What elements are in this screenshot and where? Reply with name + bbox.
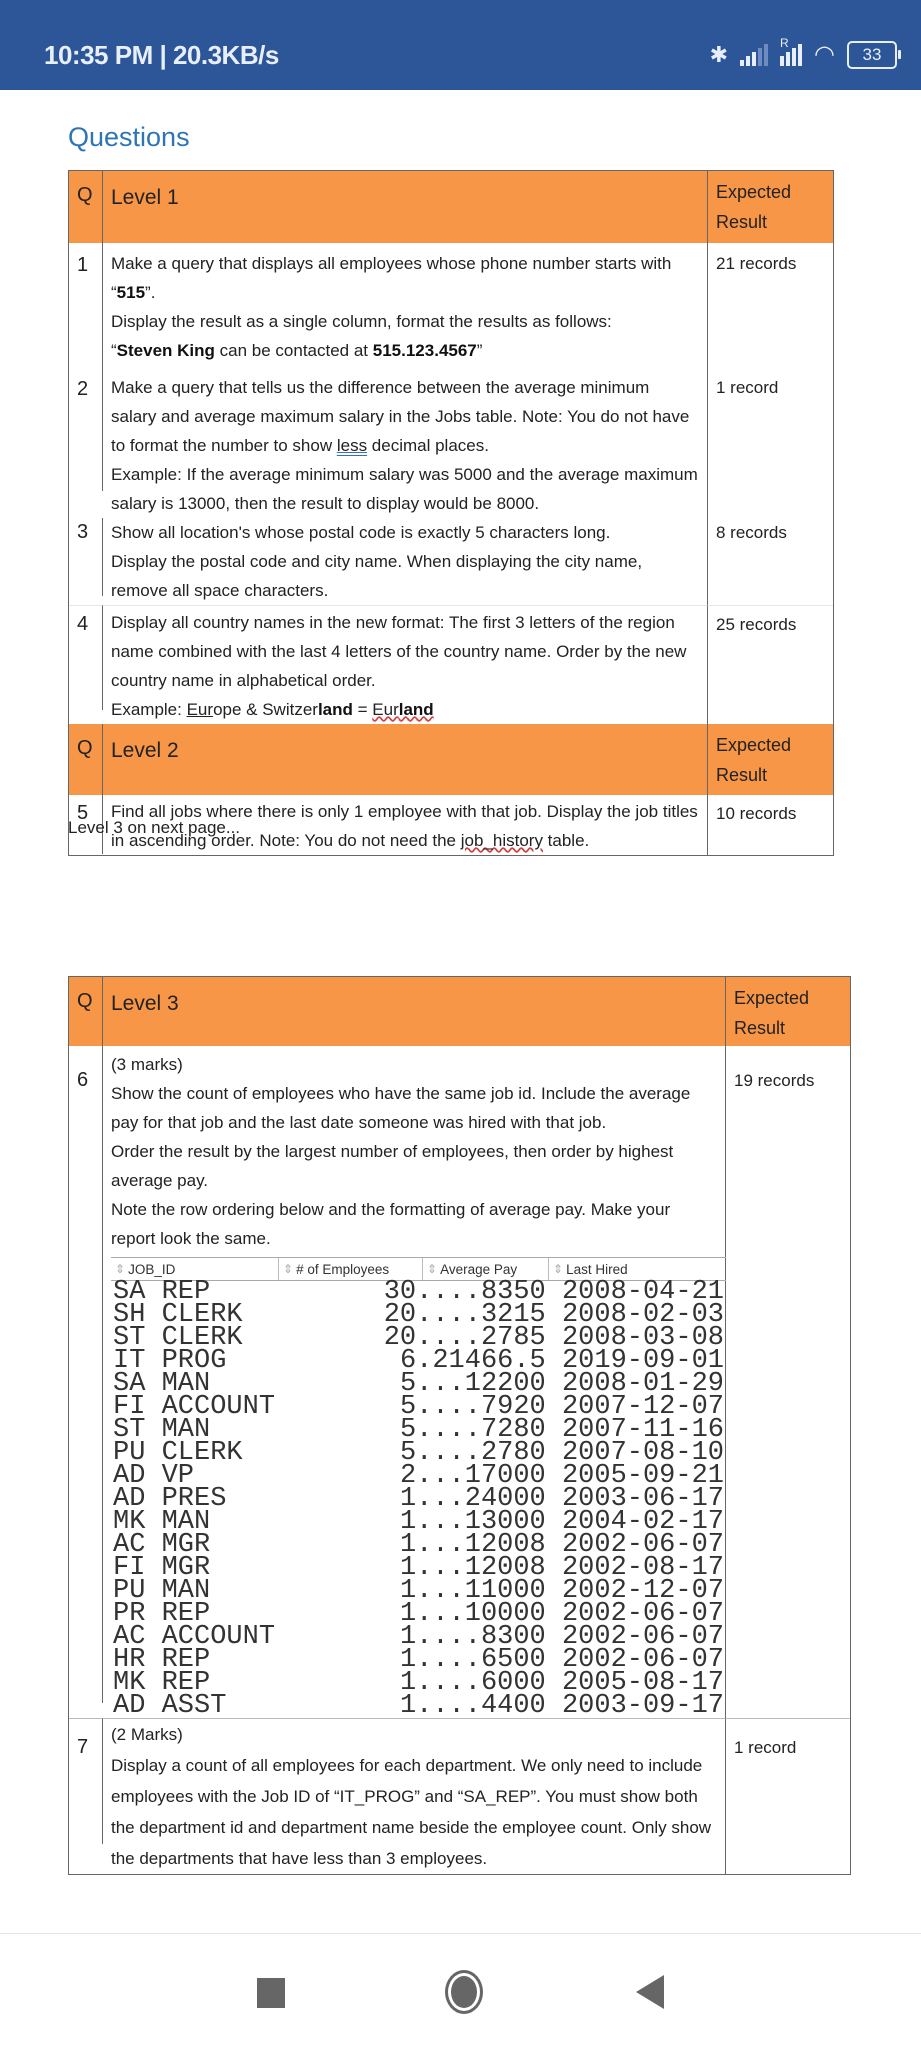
average-pay-cell: ....8300 (416, 1622, 546, 1652)
home-icon (451, 1976, 477, 2008)
text: Find all jobs where there is only 1 employee with that job. Display the job titles in ascending order. Note: You do not need the (111, 802, 698, 850)
last-hired-cell: 2002-12-07 (561, 1576, 724, 1606)
text: ”. (145, 283, 156, 302)
last-hired-cell: 2002-06-07 (561, 1622, 724, 1652)
expected-result: 8 records (716, 523, 787, 542)
expected-result: 1 record (726, 1718, 850, 1874)
employee-count-cell: 1 (399, 1668, 417, 1698)
text: Eur (372, 700, 399, 719)
text: ” (476, 341, 483, 360)
sort-icon: ⇕ (115, 1261, 126, 1276)
employee-count-cell: 20 (383, 1300, 417, 1330)
average-pay-cell: ...13000 (416, 1507, 546, 1537)
header-label: JOB_ID (128, 1261, 176, 1277)
average-pay-cell: ....6000 (416, 1668, 546, 1698)
last-hired-cell: 2003-06-17 (561, 1484, 724, 1514)
job-id-cell: SH CLERK (113, 1300, 243, 1330)
employee-count-cell: 1 (399, 1576, 417, 1606)
last-hired-cell: 2005-09-21 (561, 1461, 724, 1491)
question-number: 5 (69, 795, 103, 854)
employee-count-cell: 1 (399, 1530, 417, 1560)
job-id-cell: FI MGR (113, 1553, 211, 1583)
question-text (103, 1718, 726, 1874)
nav-divider (0, 1933, 921, 1934)
job-id-cell: MK REP (113, 1668, 211, 1698)
battery-level: 33 (862, 44, 882, 64)
bold-text: 515 (116, 283, 146, 302)
job-id-cell: FI ACCOUNT (113, 1392, 276, 1422)
job-id-cell: ST MAN (113, 1415, 211, 1445)
question-text (103, 1046, 726, 1721)
last-hired-cell: 2019-09-01 (561, 1346, 724, 1376)
employee-count-cell: 5 (399, 1438, 417, 1468)
bold-text: land (398, 700, 434, 719)
text: “ (111, 341, 117, 360)
employee-count-cell: 1 (399, 1553, 417, 1583)
average-pay-cell: ....6500 (416, 1645, 546, 1675)
last-hired-cell: 2005-08-17 (561, 1668, 724, 1698)
question-text (103, 367, 708, 518)
job-id-cell: PU MAN (113, 1576, 211, 1606)
job-id-cell: AD VP (113, 1461, 195, 1491)
last-hired-cell: 2007-12-07 (561, 1392, 724, 1422)
text: Example: If the average minimum salary was 5000 and the average maximum salary is 13000, then the result to display would be 8000. (111, 465, 698, 513)
last-hired-cell: 2002-06-07 (561, 1599, 724, 1629)
header-label: Last Hired (566, 1261, 628, 1277)
sort-icon: ⇕ (283, 1261, 294, 1276)
header-expected-result: Expected Result (708, 171, 833, 243)
job-id-cell: PU CLERK (113, 1438, 243, 1468)
average-pay-cell: ....2785 (416, 1323, 546, 1353)
result-table-body (111, 1277, 726, 1721)
job-id-cell: SA REP (113, 1277, 211, 1307)
status-bar (0, 0, 921, 90)
wifi-icon: ◠ (814, 41, 835, 68)
job-id-cell: AC MGR (113, 1530, 211, 1560)
job-id-cell: PR REP (113, 1599, 211, 1629)
employee-count-cell: 6 (399, 1346, 417, 1376)
expected-result: 25 records (708, 605, 833, 724)
employee-count-cell: 5 (399, 1415, 417, 1445)
expected-result: 10 records (716, 804, 797, 823)
last-hired-cell: 2008-01-29 (561, 1369, 724, 1399)
question-number: 2 (69, 367, 103, 491)
job-id-cell: AC ACCOUNT (113, 1622, 276, 1652)
grammar-flagged-word: less (336, 436, 368, 455)
marks: (2 Marks) (111, 1725, 183, 1744)
employee-count-cell: 1 (399, 1622, 417, 1652)
questions-table-level-1-2 (68, 170, 834, 856)
header-label: Average Pay (440, 1261, 518, 1277)
employee-count-cell: 2 (399, 1461, 417, 1491)
next-page-note: Level 3 on next page... (68, 818, 241, 837)
average-pay-cell: ...12008 (416, 1553, 546, 1583)
bold-text: 515.123.4567 (372, 341, 477, 360)
job-id-cell: AD ASST (113, 1691, 227, 1721)
text: “ (111, 283, 117, 302)
last-hired-cell: 2002-06-07 (561, 1645, 724, 1675)
last-hired-cell: 2007-08-10 (561, 1438, 724, 1468)
average-pay-cell: ...12008 (416, 1530, 546, 1560)
page-title: Questions (68, 122, 190, 152)
text: Display a count of all employees for each department. We only need to include employees with the Job ID of “IT_PROG” and “SA_REP”. You must show both the department id and department name beside the employee count. Only show the departments that have less than 3 employees. (111, 1756, 712, 1868)
average-pay-cell: .21466.5 (416, 1346, 546, 1376)
signal-roaming-icon: R (780, 44, 802, 66)
employee-count-cell: 5 (399, 1392, 417, 1422)
average-pay-cell: ....2780 (416, 1438, 546, 1468)
job-id-cell: AD PRES (113, 1484, 227, 1514)
average-pay-cell: ....8350 (416, 1277, 546, 1307)
text: Display the postal code and city name. When displaying the city name, remove all space characters. (111, 552, 643, 600)
job-id-cell: HR REP (113, 1645, 211, 1675)
text: Show the count of employees who have the same job id. Include the average pay for that job and the last date someone was hired with that job. (111, 1084, 691, 1132)
result-table-image (111, 1257, 726, 1721)
text: Make a query that displays all employees whose phone number starts with (111, 254, 672, 273)
status-time: 10:35 PM | 20.3KB/s (44, 40, 279, 70)
question-number: 1 (69, 243, 103, 367)
average-pay-cell: ...12200 (416, 1369, 546, 1399)
expected-result: 1 record (716, 378, 779, 397)
text: decimal places. (367, 436, 489, 455)
bold-text: land (317, 700, 353, 719)
average-pay-cell: ...24000 (416, 1484, 546, 1514)
job-id-cell: MK MAN (113, 1507, 211, 1537)
text: can be contacted at (214, 341, 373, 360)
header-expected-result: Expected Result (726, 977, 850, 1046)
text: Display the result as a single column, format the results as follows: (111, 312, 612, 331)
employee-count-cell: 20 (383, 1323, 417, 1353)
spellcheck-flagged-word (372, 700, 433, 719)
back-button[interactable] (636, 1975, 664, 2009)
last-hired-cell: 2003-09-17 (561, 1691, 724, 1721)
last-hired-cell: 2002-08-17 (561, 1553, 724, 1583)
last-hired-cell: 2008-02-03 (561, 1300, 724, 1330)
last-hired-cell: 2008-04-21 (561, 1277, 724, 1307)
average-pay-cell: ....7920 (416, 1392, 546, 1422)
bold-text: Steven King (116, 341, 215, 360)
values-cell (281, 1691, 726, 1721)
employee-count-cell: 1 (399, 1484, 417, 1514)
last-hired-cell: 2002-06-07 (561, 1530, 724, 1560)
average-pay-cell: ...17000 (416, 1461, 546, 1491)
signal-icon (740, 44, 768, 66)
header-level-1: Level 1 (103, 171, 708, 243)
last-hired-cell: 2004-02-17 (561, 1507, 724, 1537)
question-number: 6 (69, 1046, 103, 1703)
text: Display all country names in the new format: The first 3 letters of the region name combined with the last 4 letters of the country name. Order by the new country name in alphabetical order. (111, 613, 687, 690)
question-text (103, 518, 708, 605)
average-pay-cell: ....7280 (416, 1415, 546, 1445)
expected-result: 19 records (734, 1071, 815, 1090)
text: table. (542, 831, 590, 850)
header-expected-result: Expected Result (708, 724, 833, 795)
expected-result: 21 records (716, 254, 797, 273)
last-hired-cell: 2008-03-08 (561, 1323, 724, 1353)
recents-button[interactable] (257, 1978, 285, 2008)
job-id-cell: SA MAN (113, 1369, 211, 1399)
question-number: 7 (69, 1718, 103, 1844)
last-hired-cell: 2007-11-16 (561, 1415, 724, 1445)
header-q: Q (69, 171, 103, 243)
average-pay-cell: ....4400 (416, 1691, 546, 1721)
question-text (103, 605, 708, 724)
home-button[interactable] (445, 1970, 483, 2014)
text: Example: (111, 700, 187, 719)
employee-count-cell: 1 (399, 1507, 417, 1537)
text: ope & Switzer (213, 700, 318, 719)
text: = (352, 700, 373, 719)
header-q: Q (69, 724, 103, 795)
text: Show all location's whose postal code is exactly 5 characters long. (111, 523, 611, 542)
text: Make a query that tells us the difference between the average minimum salary and average maximum salary in the Jobs table. Note: You do not have to format the number to show (111, 378, 690, 455)
employee-count-cell: 1 (399, 1645, 417, 1675)
text: Note the row ordering below and the formatting of average pay. Make your report look the same. (111, 1200, 671, 1248)
bluetooth-icon: ✱ (709, 41, 729, 67)
average-pay-cell: ...10000 (416, 1599, 546, 1629)
average-pay-cell: ....3215 (416, 1300, 546, 1330)
job-id-cell: IT PROG (113, 1346, 227, 1376)
employee-count-cell: 30 (383, 1277, 417, 1307)
sort-icon: ⇕ (427, 1261, 438, 1276)
text: Eur (186, 700, 214, 719)
battery-icon (847, 41, 897, 69)
question-number: 3 (69, 518, 103, 596)
employee-count-cell: 1 (399, 1599, 417, 1629)
question-number: 4 (69, 605, 103, 710)
header-level-3: Level 3 (103, 977, 726, 1046)
question-text (103, 243, 708, 367)
spellcheck-flagged-word: job_history (460, 831, 543, 850)
questions-table-level-3 (68, 976, 851, 1875)
employee-count-cell: 5 (399, 1369, 417, 1399)
job-id-cell: ST CLERK (113, 1323, 243, 1353)
employee-count-cell: 1 (399, 1691, 417, 1721)
header-level-2: Level 2 (103, 724, 708, 795)
sort-icon: ⇕ (553, 1261, 564, 1276)
text: Order the result by the largest number of employees, then order by highest average pay. (111, 1142, 674, 1190)
header-q: Q (69, 977, 103, 1046)
table-row (111, 1691, 726, 1721)
marks: (3 marks) (111, 1055, 183, 1074)
header-label: # of Employees (296, 1261, 390, 1277)
average-pay-cell: ...11000 (416, 1576, 546, 1606)
